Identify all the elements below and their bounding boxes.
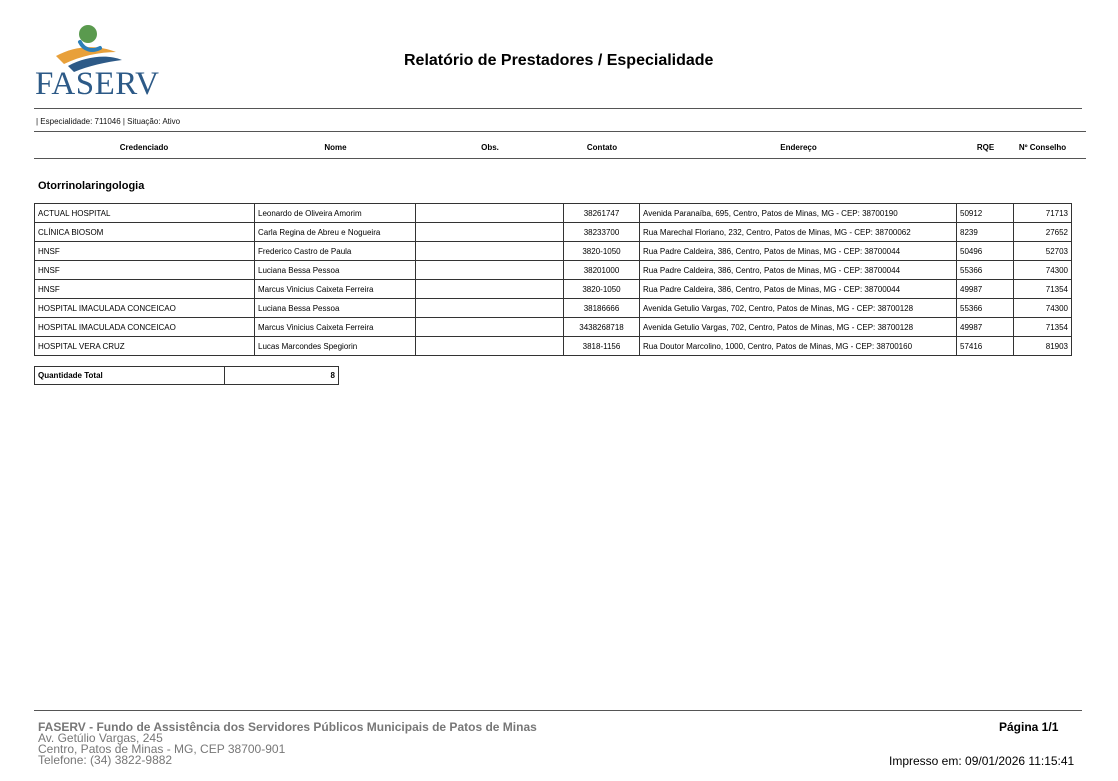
cell-endereco: Rua Doutor Marcolino, 1000, Centro, Patos de Minas, MG - CEP: 38700160 — [640, 337, 957, 356]
cell-credenciado: HNSF — [35, 261, 255, 280]
cell-conselho: 27652 — [1014, 223, 1072, 242]
table-row — [35, 204, 1072, 223]
faserv-logo — [34, 22, 160, 102]
cell-credenciado: CLÍNICA BIOSOM — [35, 223, 255, 242]
cell-conselho: 81903 — [1014, 337, 1072, 356]
printed-timestamp: Impresso em: 09/01/2026 11:15:41 — [889, 754, 1075, 768]
cell-credenciado: HNSF — [35, 280, 255, 299]
total-row — [35, 367, 339, 385]
cell-obs — [416, 318, 564, 337]
cell-endereco: Rua Marechal Floriano, 232, Centro, Patos de Minas, MG - CEP: 38700062 — [640, 223, 957, 242]
logo-text: FASERV — [35, 66, 160, 102]
cell-credenciado: HNSF — [35, 242, 255, 261]
specialty-section-title: Otorrinolaringologia — [38, 180, 145, 192]
column-header-nome: Nome — [324, 143, 347, 152]
cell-nome: Carla Regina de Abreu e Nogueira — [255, 223, 416, 242]
column-header-endereco: Endereço — [780, 143, 817, 152]
cell-contato: 38186666 — [564, 299, 640, 318]
cell-conselho: 52703 — [1014, 242, 1072, 261]
cell-endereco: Avenida Getulio Vargas, 702, Centro, Patos de Minas, MG - CEP: 38700128 — [640, 318, 957, 337]
cell-nome: Luciana Bessa Pessoa — [255, 261, 416, 280]
cell-rqe: 57416 — [957, 337, 1014, 356]
header-divider — [34, 108, 1082, 109]
column-header-conselho: Nº Conselho — [1018, 143, 1067, 152]
cell-rqe: 50912 — [957, 204, 1014, 223]
cell-conselho: 74300 — [1014, 299, 1072, 318]
cell-endereco: Avenida Getulio Vargas, 702, Centro, Patos de Minas, MG - CEP: 38700128 — [640, 299, 957, 318]
filter-line: | Especialidade: 711046 | Situação: Ativo — [36, 117, 181, 126]
cell-credenciado: HOSPITAL IMACULADA CONCEICAO — [35, 318, 255, 337]
column-header-top-divider — [34, 131, 1086, 132]
providers-table — [34, 203, 1072, 356]
faserv-logo-icon — [34, 22, 142, 72]
footer-organization: FASERV - Fundo de Assistência dos Servidores Públicos Municipais de Patos de Minas — [38, 720, 537, 734]
cell-conselho: 71354 — [1014, 318, 1072, 337]
cell-contato: 3820-1050 — [564, 242, 640, 261]
table-row — [35, 261, 1072, 280]
cell-credenciado: ACTUAL HOSPITAL — [35, 204, 255, 223]
cell-conselho: 71354 — [1014, 280, 1072, 299]
cell-rqe: 8239 — [957, 223, 1014, 242]
table-row — [35, 318, 1072, 337]
cell-endereco: Rua Padre Caldeira, 386, Centro, Patos de Minas, MG - CEP: 38700044 — [640, 261, 957, 280]
column-header-credenciado: Credenciado — [119, 143, 169, 152]
cell-rqe: 49987 — [957, 280, 1014, 299]
column-header-contato: Contato — [586, 143, 618, 152]
table-row — [35, 242, 1072, 261]
total-label: Quantidade Total — [35, 367, 225, 385]
cell-contato: 3820-1050 — [564, 280, 640, 299]
table-row — [35, 280, 1072, 299]
footer-address-line-1: Av. Getúlio Vargas, 245 — [38, 731, 163, 745]
cell-conselho: 71713 — [1014, 204, 1072, 223]
cell-rqe: 49987 — [957, 318, 1014, 337]
cell-nome: Luciana Bessa Pessoa — [255, 299, 416, 318]
total-table — [34, 366, 339, 385]
footer-address-line-2: Centro, Patos de Minas - MG, CEP 38700-901 — [38, 742, 286, 756]
footer-divider — [34, 710, 1082, 711]
column-header-bottom-divider — [34, 158, 1086, 159]
cell-endereco: Rua Padre Caldeira, 386, Centro, Patos de Minas, MG - CEP: 38700044 — [640, 280, 957, 299]
column-header-rqe: RQE — [976, 143, 995, 152]
cell-conselho: 74300 — [1014, 261, 1072, 280]
cell-rqe: 50496 — [957, 242, 1014, 261]
table-row — [35, 223, 1072, 242]
page-number: Página 1/1 — [999, 720, 1059, 734]
cell-nome: Leonardo de Oliveira Amorim — [255, 204, 416, 223]
cell-endereco: Rua Padre Caldeira, 386, Centro, Patos de Minas, MG - CEP: 38700044 — [640, 242, 957, 261]
cell-credenciado: HOSPITAL IMACULADA CONCEICAO — [35, 299, 255, 318]
cell-obs — [416, 204, 564, 223]
cell-nome: Marcus Vinicius Caixeta Ferreira — [255, 318, 416, 337]
cell-obs — [416, 223, 564, 242]
table-row — [35, 337, 1072, 356]
cell-nome: Marcus Vinicius Caixeta Ferreira — [255, 280, 416, 299]
cell-obs — [416, 337, 564, 356]
cell-contato: 38201000 — [564, 261, 640, 280]
cell-contato: 3438268718 — [564, 318, 640, 337]
report-title: Relatório de Prestadores / Especialidade — [404, 52, 714, 69]
footer-phone: Telefone: (34) 3822-9882 — [38, 753, 173, 767]
cell-contato: 3818-1156 — [564, 337, 640, 356]
cell-contato: 38261747 — [564, 204, 640, 223]
cell-rqe: 55366 — [957, 261, 1014, 280]
cell-nome: Lucas Marcondes Spegiorin — [255, 337, 416, 356]
cell-contato: 38233700 — [564, 223, 640, 242]
cell-endereco: Avenida Paranaíba, 695, Centro, Patos de Minas, MG - CEP: 38700190 — [640, 204, 957, 223]
cell-credenciado: HOSPITAL VERA CRUZ — [35, 337, 255, 356]
cell-rqe: 55366 — [957, 299, 1014, 318]
cell-obs — [416, 242, 564, 261]
cell-obs — [416, 299, 564, 318]
column-header-obs: Obs. — [481, 143, 499, 152]
cell-nome: Frederico Castro de Paula — [255, 242, 416, 261]
table-row — [35, 299, 1072, 318]
cell-obs — [416, 280, 564, 299]
cell-obs — [416, 261, 564, 280]
total-value: 8 — [225, 367, 339, 385]
